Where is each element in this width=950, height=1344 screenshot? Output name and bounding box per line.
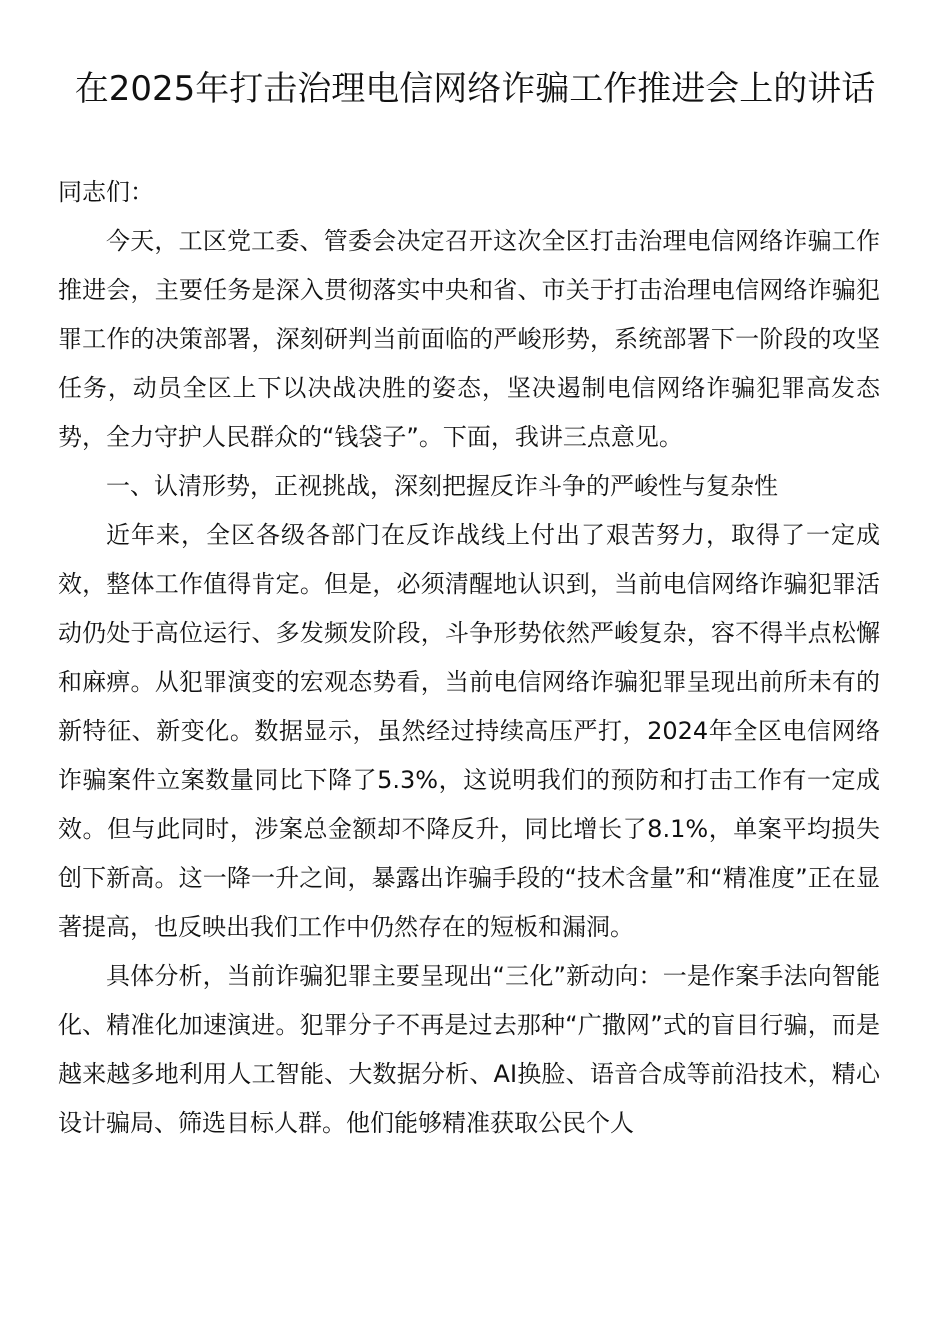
document-body bbox=[58, 168, 880, 1148]
paragraph-intro: 今天，工区党工委、管委会决定召开这次全区打击治理电信网络诈骗工作推进会，主要任务是深入贯彻落实中央和省、市关于打击治理电信网络诈骗犯罪工作的决策部署，深刻研判当前面临的严峻形势，系统部署下一阶段的攻坚任务，动员全区上下以决战决胜的姿态，坚决遏制电信网络诈骗犯罪高发态势，全力守护人民群众的“钱袋子”。下面，我讲三点意见。 bbox=[58, 227, 880, 451]
salutation: 同志们： bbox=[58, 178, 154, 206]
section-heading-1: 一、认清形势，正视挑战，深刻把握反诈斗争的严峻性与复杂性 bbox=[106, 472, 778, 500]
paragraph-analysis: 具体分析，当前诈骗犯罪主要呈现出“三化”新动向：一是作案手法向智能化、精准化加速演进。犯罪分子不再是过去那种“广撒网”式的盲目行骗，而是越来越多地利用人工智能、大数据分析、AI换脸、语音合成等前沿技术，精心设计骗局、筛选目标人群。他们能够精准获取公民个人 bbox=[58, 962, 880, 1137]
document-title: 在2025年打击治理电信网络诈骗工作推进会上的讲话 bbox=[74, 69, 876, 109]
paragraph-situation: 近年来，全区各级各部门在反诈战线上付出了艰苦努力，取得了一定成效，整体工作值得肯定。但是，必须清醒地认识到，当前电信网络诈骗犯罪活动仍处于高位运行、多发频发阶段，斗争形势依然严峻复杂，容不得半点松懈和麻痹。从犯罪演变的宏观态势看，当前电信网络诈骗犯罪呈现出前所未有的新特征、新变化。数据显示，虽然经过持续高压严打，2024年全区电信网络诈骗案件立案数量同比下降了5.3%，这说明我们的预防和打击工作有一定成效。但与此同时，涉案总金额却不降反升，同比增长了8.1%，单案平均损失创下新高。这一降一升之间，暴露出诈骗手段的“技术含量”和“精准度”正在显著提高，也反映出我们工作中仍然存在的短板和漏洞。 bbox=[58, 521, 880, 941]
